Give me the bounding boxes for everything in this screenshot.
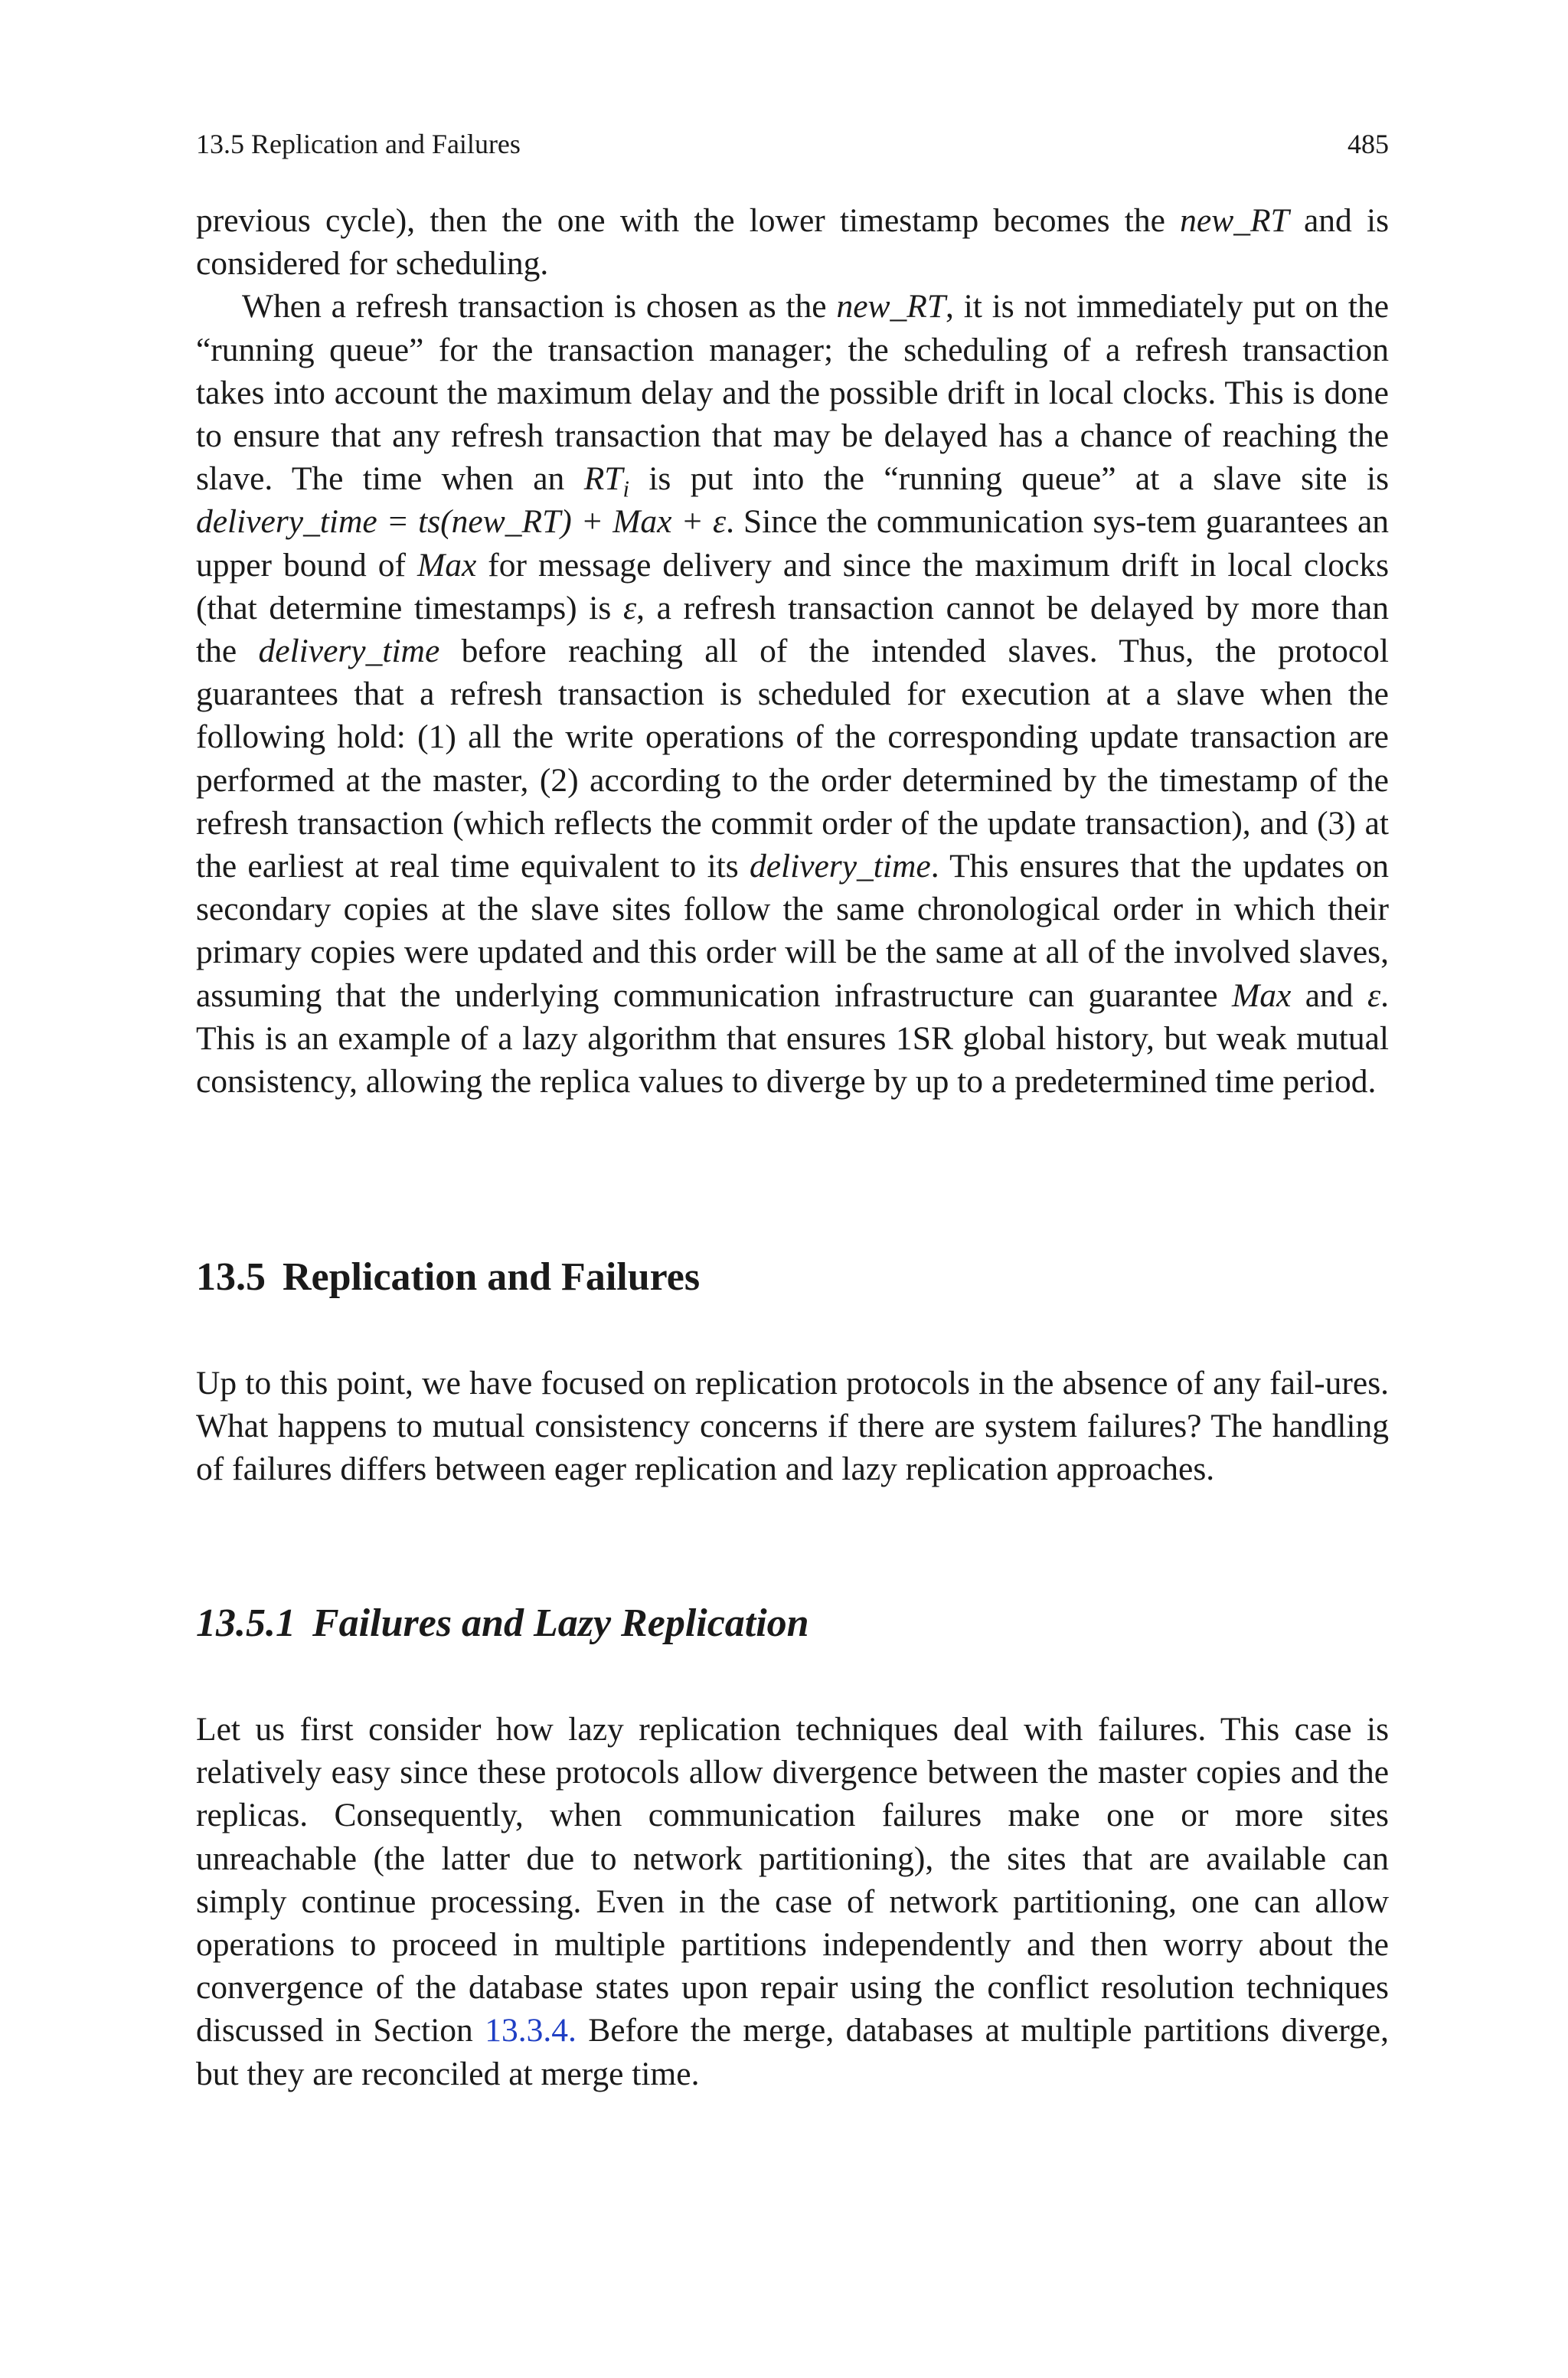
text-run: and: [1291, 976, 1367, 1014]
text-run: Before the merge, databases at multiple partitions diverge, but they are reconciled at merge time.: [196, 2012, 1389, 2092]
text-run: before reaching all of the intended slaves. Thus, the protocol guarantees that a refresh transaction is scheduled for execution at a slave when the following hold: (1) all the write operations of the corresponding update transaction are performed at the master, (2) according to the order determined by the timestamp of the refresh transaction (which reflects the commit order of the update transaction), and (3) at the earliest at real time equivalent to its: [196, 633, 1389, 885]
text-run: is put into the “running queue” at a slave site is: [629, 460, 1389, 498]
text-run: for message delivery and since the maximum drift in local clocks (that determine timestamps) is: [196, 546, 1389, 626]
section-title: Replication and Failures: [283, 1255, 701, 1299]
running-head: [196, 126, 1389, 162]
section-intro: [196, 1362, 1389, 1491]
subsection-title: Failures and Lazy Replication: [312, 1601, 809, 1645]
text-run: , a refresh transaction cannot be delayed by more than the: [196, 589, 1389, 670]
text-run: , it is not immediately put on the “running queue” for the transaction manager; the scheduling of a refresh transaction takes into account the maximum delay and the possible drift in local clocks. This is done to ensure that any refresh transaction that may be delayed has a chance of reaching the slave. The time when an: [196, 288, 1390, 498]
variable-new-rt: new_RT: [836, 288, 946, 325]
text-run: Let us first consider how lazy replication techniques deal with failures. This case is relatively easy since these protocols allow divergence between the master copies and the replicas. Consequently, when communication failures make one or more sites unreachable (the latter due to network partitioning), the sites that are available can simply continue processing. Even in the case of network partitioning, one can allow operations to proceed in multiple partitions independently and then worry about the convergence of the database states upon repair using the conflict resolution techniques discussed in Section: [196, 1711, 1389, 2049]
page-number: 485: [1348, 129, 1389, 159]
section-heading: [196, 1253, 700, 1302]
paragraph-refresh-transaction: [196, 285, 1389, 1103]
variable-new-rt: new_RT: [1180, 202, 1289, 239]
subsection-heading: [196, 1599, 809, 1648]
section-number: 13.5: [196, 1255, 266, 1299]
variable-delivery-time: delivery_time: [258, 633, 440, 670]
section-link[interactable]: 13.3.4.: [485, 2012, 577, 2049]
text-run: . This ensures that the updates on secondary copies at the slave sites follow the same chronological order in which their primary copies were updated and this order will be the same at all of the involved slaves, assuming that the underlying communication infrastructure can guarantee: [196, 848, 1389, 1014]
variable-rti: [583, 460, 629, 502]
subscript-i: i: [622, 476, 629, 502]
running-head-section: 13.5 Replication and Failures: [196, 129, 521, 159]
variable-delivery-time: delivery_time: [749, 848, 931, 885]
text-run: and is considered for scheduling.: [196, 202, 1389, 283]
paragraph-continuation: [196, 199, 1389, 285]
subsection-body: [196, 1708, 1389, 2095]
subsection-number: 13.5.1: [196, 1601, 296, 1645]
paragraph-section-intro: Up to this point, we have focused on replication protocols in the absence of any fail-ures. What happens to mutual consistency concerns if there are system failures? The handling of failures differs between eager replication and lazy replication approaches.: [196, 1365, 1389, 1488]
text-run: . Since the communication sys-tem guarantees an upper bound of: [196, 503, 1390, 584]
variable-max: Max: [1231, 976, 1292, 1014]
variable-epsilon: ε: [622, 589, 637, 626]
variable-max: Max: [417, 546, 477, 584]
body-text-top: [196, 199, 1389, 1103]
text-run: previous cycle), then the one with the lower timestamp becomes the: [196, 202, 1181, 239]
text-run: When a refresh transaction is chosen as the: [242, 288, 837, 325]
text-run: . This is an example of a lazy algorithm that ensures 1SR global history, but weak mutual consistency, allowing the replica values to diverge by up to a predetermined time period.: [196, 976, 1389, 1101]
paragraph-lazy-replication: [196, 1708, 1389, 2095]
variable-epsilon: ε: [1367, 976, 1381, 1014]
variable-rt: RT: [583, 460, 623, 498]
formula-delivery-time: delivery_time = ts(new_RT) + Max + ε: [196, 503, 727, 541]
